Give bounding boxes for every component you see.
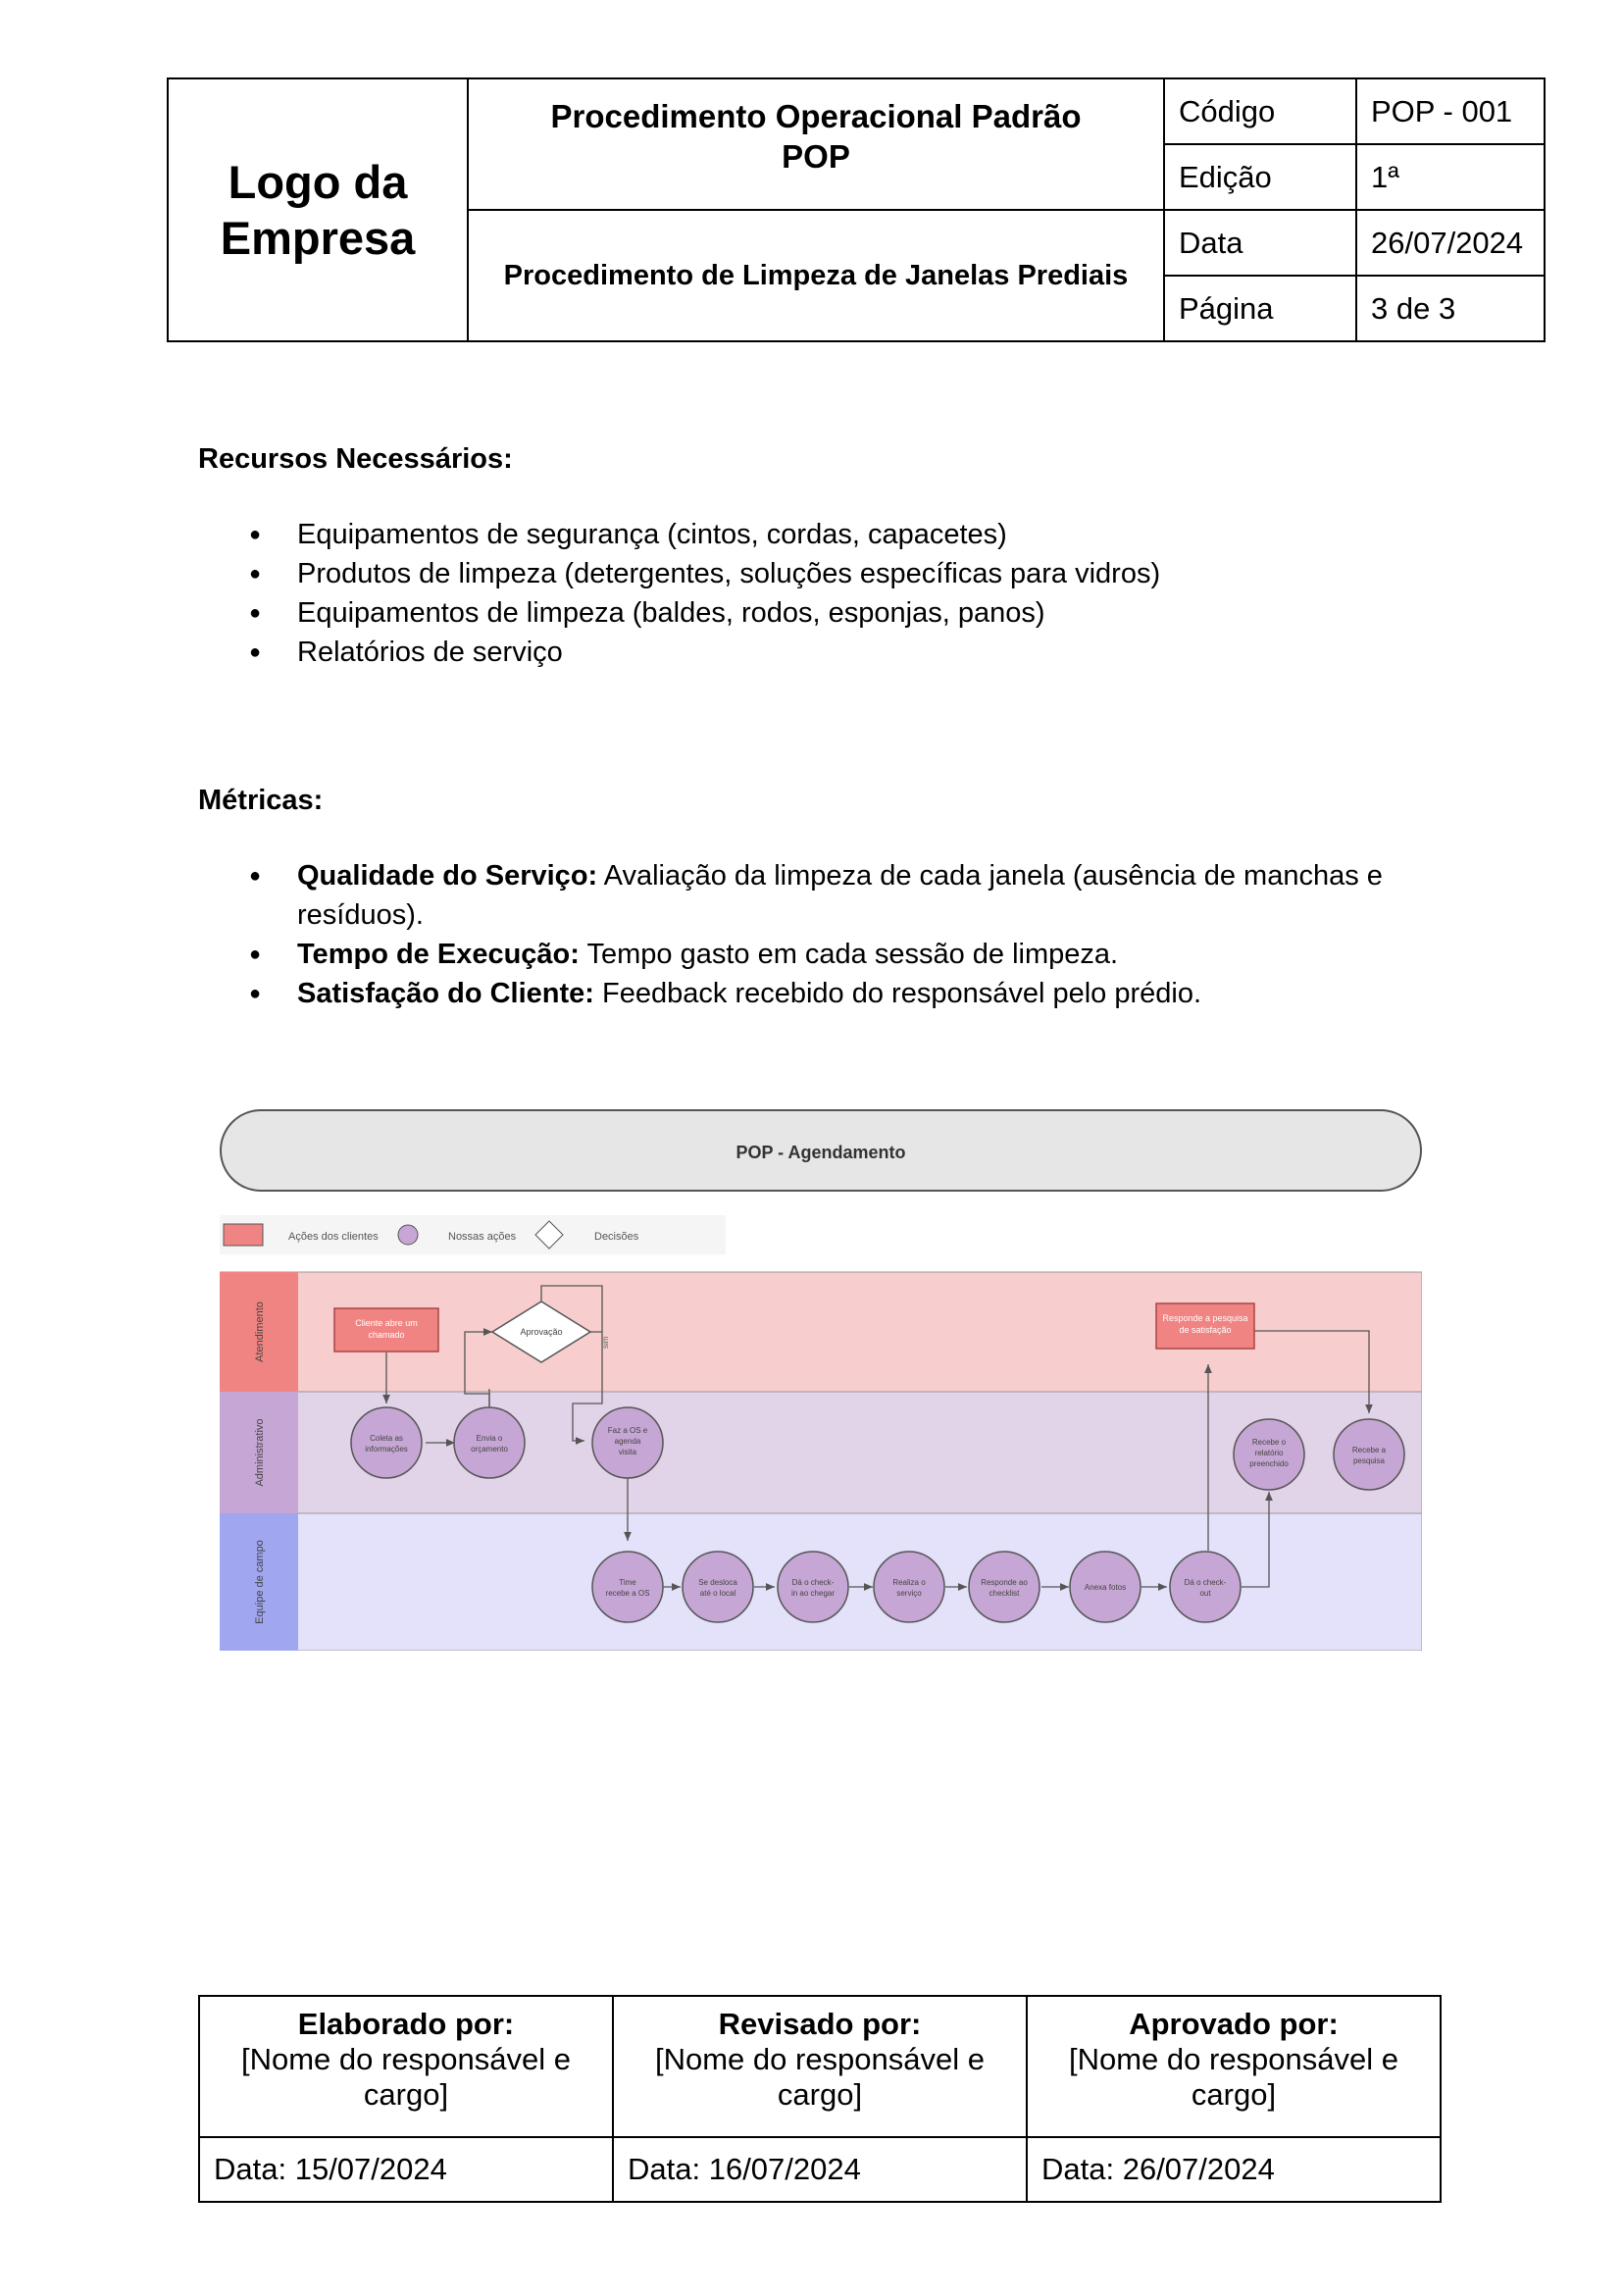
resources-list bbox=[198, 515, 1473, 672]
svg-text:Envia oorçamento: Envia o orçamento bbox=[471, 1434, 508, 1454]
svg-text:Coleta asinformações: Coleta as informações bbox=[365, 1434, 408, 1454]
node-desloca bbox=[683, 1552, 753, 1622]
list-item bbox=[198, 935, 1463, 974]
svg-text:Timerecebe a OS: Time recebe a OS bbox=[605, 1578, 650, 1598]
meta-label-date: Data bbox=[1164, 210, 1356, 276]
signature-label: Elaborado por: bbox=[297, 2007, 515, 2041]
resources-heading: Recursos Necessários: bbox=[198, 443, 513, 475]
company-logo bbox=[168, 78, 468, 341]
signature-text: [Nome do responsável e cargo] bbox=[654, 2042, 986, 2112]
metric-text: Tempo gasto em cada sessão de limpeza. bbox=[579, 939, 1119, 970]
metric-label: Satisfação do Cliente: bbox=[297, 978, 594, 1009]
bullet-icon: ● bbox=[249, 524, 262, 545]
header-table bbox=[167, 77, 1546, 342]
bullet-icon: ● bbox=[249, 983, 262, 1004]
node-anexa bbox=[1070, 1552, 1141, 1622]
bullet-icon: ● bbox=[249, 602, 262, 624]
doc-subtitle: Procedimento de Limpeza de Janelas Prediais bbox=[468, 210, 1164, 341]
meta-label-page: Página bbox=[1164, 276, 1356, 341]
svg-text:Dá o check-out: Dá o check-out bbox=[1184, 1578, 1227, 1598]
legend-client-label: Ações dos clientes bbox=[288, 1231, 379, 1243]
list-item bbox=[198, 856, 1463, 935]
meta-value-edition: 1ª bbox=[1356, 144, 1545, 210]
lane-label-administrativo: Administrativo bbox=[254, 1418, 266, 1487]
signature-text: [Nome do responsável e cargo] bbox=[240, 2042, 572, 2112]
signature-cell-elaborado bbox=[199, 1996, 613, 2137]
resource-text: Equipamentos de segurança (cintos, cordas, capacetes) bbox=[297, 519, 1007, 550]
signature-label: Revisado por: bbox=[718, 2007, 922, 2041]
process-diagram bbox=[220, 1109, 1422, 1651]
list-item bbox=[198, 515, 1473, 554]
date-aprovado: Data: 26/07/2024 bbox=[1027, 2137, 1441, 2202]
node-realiza bbox=[874, 1552, 944, 1622]
signature-cell-revisado bbox=[613, 1996, 1027, 2137]
node-coleta bbox=[351, 1407, 422, 1478]
diagram-title: POP - Agendamento bbox=[735, 1143, 906, 1162]
legend-ours-swatch bbox=[398, 1225, 418, 1245]
list-item bbox=[198, 554, 1473, 593]
node-checkin bbox=[778, 1552, 848, 1622]
logo-text: Logo da Empresa bbox=[220, 156, 416, 264]
svg-text:Realiza oserviço: Realiza o serviço bbox=[892, 1578, 926, 1598]
node-time-recebe-os bbox=[592, 1552, 663, 1622]
list-item bbox=[198, 593, 1473, 633]
bullet-icon: ● bbox=[249, 865, 262, 887]
meta-label-edition: Edição bbox=[1164, 144, 1356, 210]
svg-text:Dá o check-in ao chegar: Dá o check-in ao chegar bbox=[790, 1578, 836, 1598]
metric-text: Feedback recebido do responsável pelo prédio. bbox=[593, 978, 1202, 1009]
node-recebe-pesquisa bbox=[1334, 1419, 1404, 1490]
node-label: Aprovação bbox=[520, 1327, 563, 1337]
signature-cell-aprovado bbox=[1027, 1996, 1441, 2137]
resource-text: Relatórios de serviço bbox=[297, 637, 563, 668]
lane-label-equipe: Equipe de campo bbox=[254, 1540, 266, 1624]
resource-text: Equipamentos de limpeza (baldes, rodos, esponjas, panos) bbox=[297, 597, 1045, 629]
date-elaborado: Data: 15/07/2024 bbox=[199, 2137, 613, 2202]
signature-label: Aprovado por: bbox=[1129, 2007, 1339, 2041]
meta-label-code: Código bbox=[1164, 78, 1356, 144]
node-checklist bbox=[969, 1552, 1040, 1622]
resource-text: Produtos de limpeza (detergentes, soluções específicas para vidros) bbox=[297, 558, 1161, 589]
edge-label-sim: sim bbox=[601, 1336, 610, 1349]
metric-label: Tempo de Execução: bbox=[297, 939, 580, 970]
metric-text: Avaliação da limpeza de cada janela (ausência de manchas e resíduos). bbox=[297, 860, 1383, 931]
svg-text:Se deslocaaté o local: Se desloca até o local bbox=[698, 1578, 737, 1598]
metrics-heading: Métricas: bbox=[198, 785, 324, 816]
doc-title-line1: Procedimento Operacional Padrão bbox=[550, 98, 1082, 134]
svg-text:Responde aochecklist: Responde ao checklist bbox=[981, 1578, 1028, 1598]
list-item bbox=[198, 633, 1473, 672]
doc-title bbox=[468, 78, 1164, 210]
svg-text:Faz a OS eagendavisita: Faz a OS e agenda visita bbox=[607, 1426, 648, 1456]
svg-text:Recebe orelatóriopreenchido: Recebe o relatório preenchido bbox=[1249, 1438, 1289, 1468]
legend-decision-label: Decisões bbox=[594, 1231, 639, 1243]
node-checkout bbox=[1170, 1552, 1241, 1622]
list-item bbox=[198, 974, 1463, 1013]
svg-text:Anexa fotos: Anexa fotos bbox=[1084, 1583, 1127, 1592]
bullet-icon: ● bbox=[249, 641, 262, 663]
bullet-icon: ● bbox=[249, 563, 262, 585]
legend-client-swatch bbox=[224, 1224, 263, 1246]
node-faz-os bbox=[592, 1407, 663, 1478]
doc-title-line2: POP bbox=[782, 138, 850, 175]
bullet-icon: ● bbox=[249, 944, 262, 965]
node-envia bbox=[454, 1407, 525, 1478]
signature-text: [Nome do responsável e cargo] bbox=[1068, 2042, 1399, 2112]
node-label: Cliente abre um chamado bbox=[355, 1318, 418, 1340]
metric-label: Qualidade do Serviço: bbox=[297, 860, 598, 892]
approval-table bbox=[198, 1995, 1442, 2203]
node-recebe-relatorio bbox=[1234, 1419, 1304, 1490]
legend-ours-label: Nossas ações bbox=[448, 1231, 517, 1243]
meta-value-code: POP - 001 bbox=[1356, 78, 1545, 144]
svg-text:Recebe apesquisa: Recebe a pesquisa bbox=[1351, 1446, 1387, 1465]
node-label: Responde a pesquisa de satisfação bbox=[1162, 1313, 1248, 1335]
lane-label-atendimento: Atendimento bbox=[254, 1301, 266, 1362]
metrics-list bbox=[198, 856, 1463, 1013]
meta-value-page: 3 de 3 bbox=[1356, 276, 1545, 341]
meta-value-date: 26/07/2024 bbox=[1356, 210, 1545, 276]
date-revisado: Data: 16/07/2024 bbox=[613, 2137, 1027, 2202]
